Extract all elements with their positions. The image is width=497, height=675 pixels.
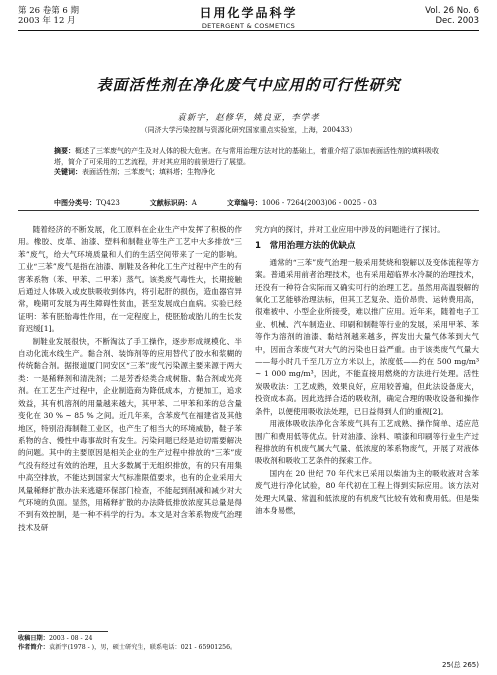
- body-paragraph: 通常的“三苯”废气治理一般采用焚烧和裂解以及变体流程等方案。普通采用前者治理技术，也有采用超临界水冷凝的治理技术，还没有一种符合实际而又确实可行的治理工艺。虽然用高温裂解的氧化工艺能够治理法标，但其工艺复杂、造价昂贵、运转费用高，很难被中、小型企业所接受，难以推广应用。近年来，随着电子工业、机械、汽车制造业、印刷和制鞋等行业的发展，采用甲苯、苯等作为溶剂的油漆、黏结剂越来越多，挥发出大量气体苯到大气中，因而含苯废气对大气的污染也日益严重。由于该类废气气量大——每小时几千至几万立方米以上，浓度低——约在 500 mg/m³ ~ 1 000 mg/m³，因此，不能直接用燃烧的方法进行处理。活性炭吸收法：工艺成熟，效果良好，应用较普遍，但此法设备庞大，投资成本高。因此选择合适的吸收剂，确定合理的吸收设备和操作条件，以便使用吸收法处理，已日益得到人们的重视[2]。: [255, 257, 479, 416]
- abstract-label: 摘要：: [54, 146, 75, 155]
- document-code-value: A: [191, 199, 197, 207]
- footnote-rule: [18, 631, 108, 632]
- footnote-received: [18, 634, 236, 643]
- classification-row: [54, 198, 446, 208]
- received-label: 收稿日期：: [18, 635, 49, 642]
- keywords: [54, 167, 446, 178]
- header-volume-cn: 第 26 卷第 6 期: [18, 6, 80, 16]
- abstract: [54, 146, 446, 167]
- section-heading: 1 常用治理方法的优缺点: [255, 241, 356, 252]
- author-info-label: 作者简介：: [18, 644, 49, 651]
- body-column-right: [255, 224, 479, 604]
- author-info: 袁新宇(1978 - )，男，硕士研究生，联系电话：021 - 65901256。: [48, 644, 237, 651]
- header-date-cn: 2003 年 12 月: [18, 16, 76, 26]
- keywords-text: 表面活性剂；三苯废气；填料塔；生物净化: [82, 168, 215, 176]
- body-paragraph: 用液体吸收法净化含苯废气具有工艺成熟、操作简单、适应范围广和费用低等优点。针对油漆、涂料、喷漆和印刷等行业生产过程排放的有机废气属大气量、低浓度的苯系物废气，开展了对液体吸收剂和吸收工艺条件的探索工作。: [255, 419, 479, 466]
- clc-number: [54, 198, 120, 208]
- footnote: [18, 634, 236, 652]
- abstract-block: [54, 146, 446, 178]
- paper-affiliation: （同济大学污染控制与资源化研究国家重点实验室，上海，200433）: [140, 126, 357, 134]
- header-rule: [18, 30, 479, 31]
- body-paragraph: 究方向的探讨，并对工业应用中涉及的问题进行了探讨。: [255, 225, 445, 234]
- header-date-en: Dec. 2003: [435, 16, 479, 26]
- body-column-left: [18, 224, 242, 604]
- article-id: [227, 198, 377, 208]
- document-code: [150, 198, 197, 208]
- abstract-rule: [18, 210, 479, 211]
- clc-label: 中图分类号：: [54, 198, 96, 207]
- journal-name-cn: 日用化学品科学: [199, 6, 298, 20]
- journal-name-en: DETERGENT & COSMETICS: [201, 22, 296, 30]
- body-paragraph: 国内在 20 世纪 70 年代末已采用以柴油为主的吸收液对含苯废气进行净化试验，80 年代初在工程上得到实际应用。该方法对处理大风量、常温和低浓度的有机废气比较有效和费用低。但是柴油本身易燃，: [255, 468, 479, 515]
- footnote-author: [18, 643, 236, 652]
- body-paragraph: 随着经济的不断发展，化工原料在企业生产中发挥了积极的作用。橡胶、皮革、油漆、塑料和制鞋业等生产工艺中大多排放“三苯”废气，给大气环境质量和人们的生活空间带来了一定的影响。工业“三苯”废气是指在油漆、制鞋及各种化工生产过程中产生的有害苯系物（苯、甲苯、二甲苯）蒸气。该类废气毒性大，长期接触后通过人体吸入或皮肤吸收到体内，将引起肝的损伤，造血器官异常，晚期可发展为再生障碍性贫血，甚至发展成白血病。实验已经证明：苯有胚胎毒性作用，在一定程度上，使胚胎或胎儿的生长发育迟缓[1]。: [18, 225, 242, 334]
- body-paragraph: 制鞋业发展很快，不断淘汰了手工操作，逐步形成规模化、半自动化流水线生产。黏合剂、装饰剂等的应用替代了胶水和浆糊的传统黏合剂。据报道厦门同安区“三苯”废气污染源主要来源于两大类：一是稀释剂和清洗剂；二是芳香烃类合成树脂、黏合剂或光亮剂。在工艺生产过程中，企业制造商为降低成本，方便加工，追求效益，其有机溶剂的用量越来越大，其甲苯、二甲苯和苯的总含量变化在 30 % ~ 85 % 之间。近几年来，含苯废气在福建省及其他地区，特别沿海制鞋工业区，也产生了相当大的环境威胁，鞋子苯系物的含、慢性中毒事故时有发生。污染问题已经是迫切需要解决的问题。其中的主要原因是相关企业的生产过程中排放的“三苯”废气没有经过有效的治理，且大多数属于无组织排放，有的只有用集中高空排放，不能达到国家大气标准限值要求，也有的企业采用大风量稀释扩散办法来逃避环保部门检查，不能起到削减和减少对大气环境的负面。显然，用稀释扩散的办法降低排放浓度其总量是得不到有效控制，是一种不科学的行为。本文是对含苯系物废气治理技术及研: [18, 336, 242, 532]
- header-issue-block: [425, 6, 479, 26]
- header-journal-block: [160, 4, 337, 30]
- abstract-text: 概述了三苯废气的产生及对人体的极大危害。在与常用治理方法对比的基础上，着重介绍了添加表面活性剂的填料吸收塔，简介了可采用的工艺流程，并对其应用的前景进行了展望。: [54, 147, 439, 166]
- page-number: 25(总 265): [442, 661, 479, 669]
- article-id-label: 文章编号：: [226, 198, 262, 207]
- clc-value: TQ423: [96, 199, 120, 207]
- received-date: 2003 - 08 - 24: [48, 635, 93, 642]
- paper-title: 表面活性剂在净化废气中应用的可行性研究: [96, 76, 401, 94]
- keywords-label: 关键词：: [54, 167, 82, 176]
- header-volume-en: Vol. 26 No. 6: [425, 6, 479, 16]
- header-volume-block: [18, 6, 79, 26]
- article-id-value: 1006 - 7264(2003)06 - 0025 - 03: [261, 199, 377, 207]
- paper-authors: 袁新宇，赵修华，姚良亚，李学孝: [177, 113, 320, 123]
- document-code-label: 文献标识码：: [149, 198, 192, 207]
